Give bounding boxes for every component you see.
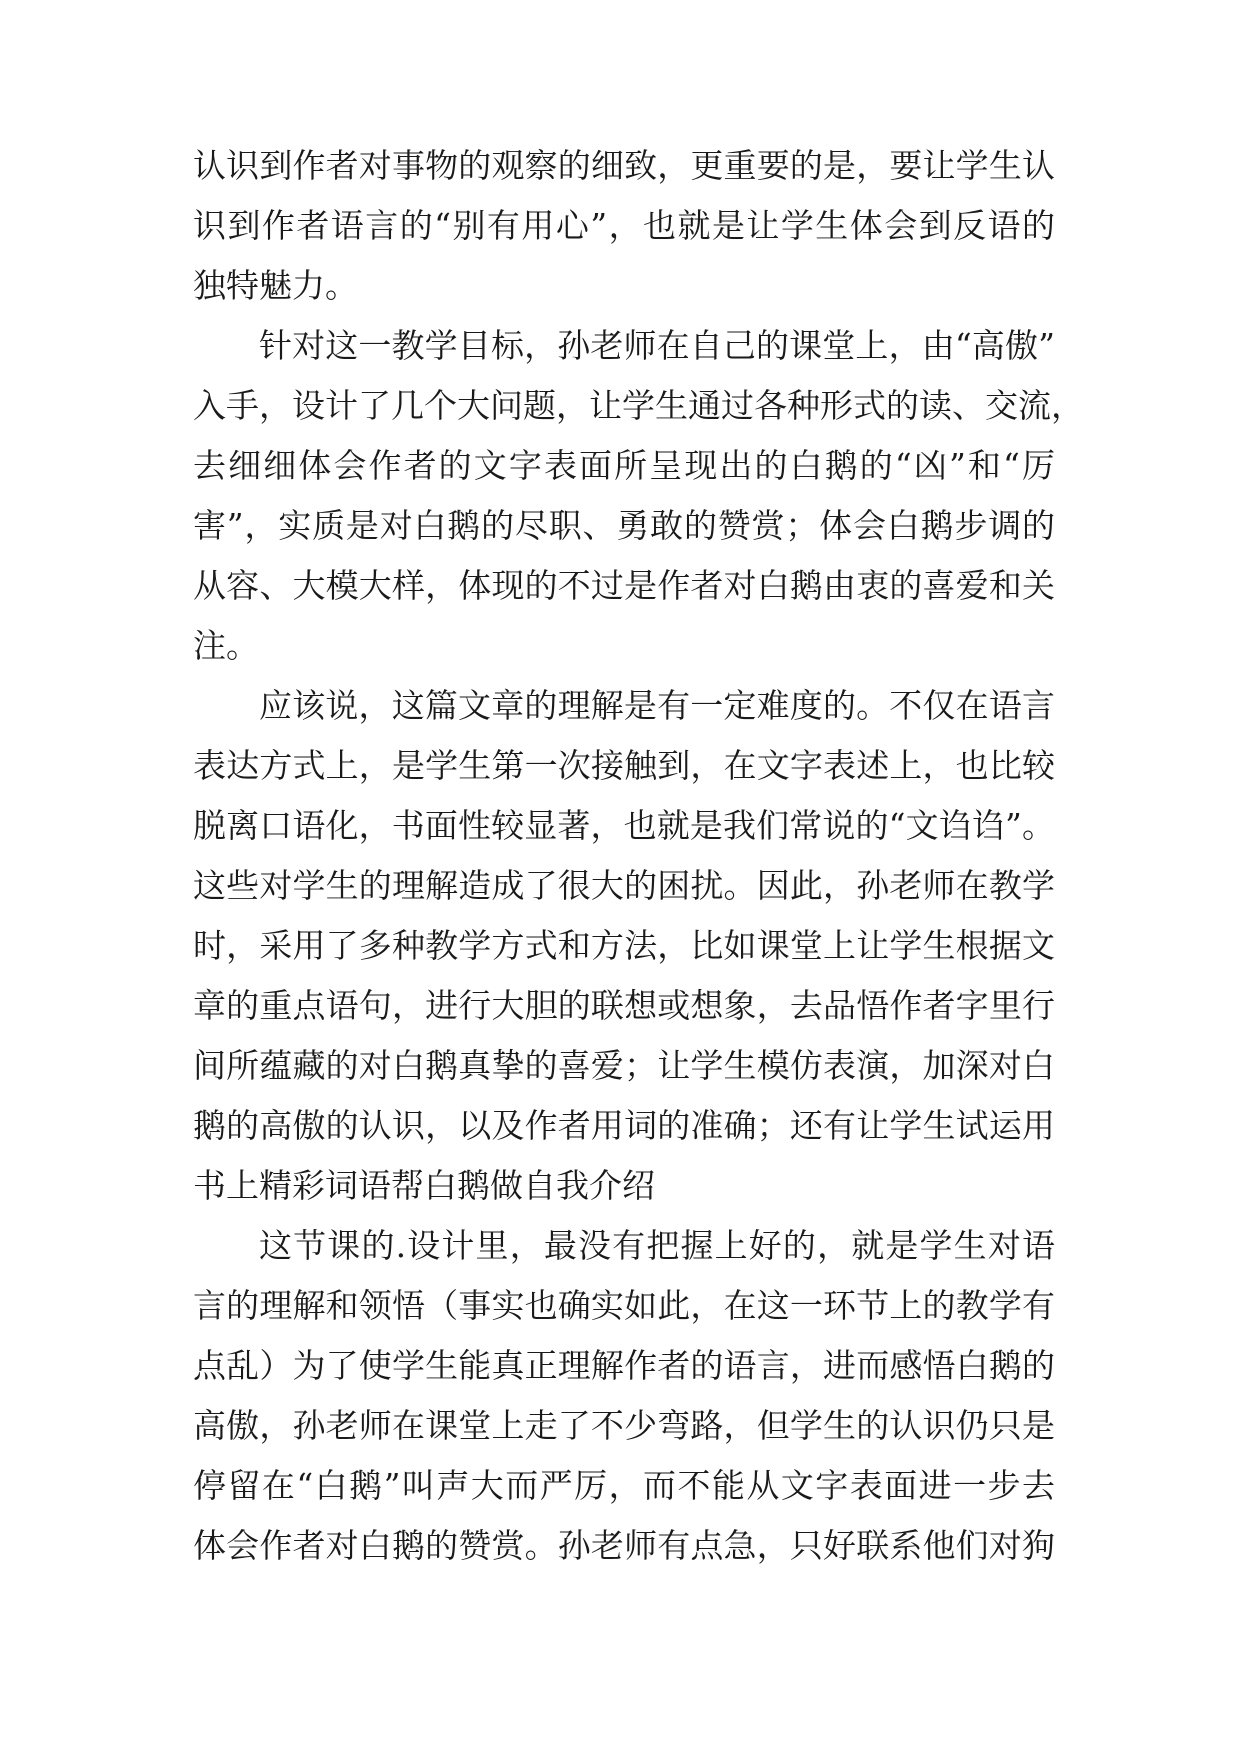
text-line: 点乱）为了使学生能真正理解作者的语言，进而感悟白鹅的 [193,1346,1055,1385]
text-line: 时，采用了多种教学方式和方法，比如课堂上让学生根据文 [193,926,1055,965]
text-line: 间所蕴藏的对白鹅真挚的喜爱；让学生模仿表演，加深对白 [193,1046,1055,1085]
text-line: 害”，实质是对白鹅的尽职、勇敢的赞赏；体会白鹅步调的 [193,506,1055,545]
text-line: 言的理解和领悟（事实也确实如此，在这一环节上的教学有 [193,1286,1055,1325]
text-line: 章的重点语句，进行大胆的联想或想象，去品悟作者字里行 [193,986,1055,1025]
text-line: 体会作者对白鹅的赞赏。孙老师有点急，只好联系他们对狗 [193,1526,1055,1565]
paragraph-first-line: 这节课的.设计里，最没有把握上好的，就是学生对语 [259,1226,1055,1265]
text-line: 注。 [193,626,259,665]
text-line: 脱离口语化，书面性较显著，也就是我们常说的“文诌诌”。 [193,806,1055,845]
text-line: 书上精彩词语帮白鹅做自我介绍 [193,1166,655,1205]
text-line: 鹅的高傲的认识，以及作者用词的准确；还有让学生试运用 [193,1106,1055,1145]
text-line: 停留在“白鹅”叫声大而严厉，而不能从文字表面进一步去 [193,1466,1055,1505]
text-line: 独特魅力。 [193,266,358,305]
text-line: 识到作者语言的“别有用心”，也就是让学生体会到反语的 [193,206,1055,245]
text-line: 从容、大模大样，体现的不过是作者对白鹅由衷的喜爱和关 [193,566,1055,605]
text-line: 这些对学生的理解造成了很大的困扰。因此，孙老师在教学 [193,866,1055,905]
text-line: 表达方式上，是学生第一次接触到，在文字表述上，也比较 [193,746,1055,785]
text-line: 认识到作者对事物的观察的细致，更重要的是，要让学生认 [193,146,1055,185]
paragraph-first-line: 应该说，这篇文章的理解是有一定难度的。不仅在语言 [259,686,1055,725]
text-line: 去细细体会作者的文字表面所呈现出的白鹅的“凶”和“厉 [193,446,1055,485]
text-line: 入手，设计了几个大问题，让学生通过各种形式的读、交流， [193,386,1084,425]
text-line: 高傲，孙老师在课堂上走了不少弯路，但学生的认识仍只是 [193,1406,1055,1445]
paragraph-first-line: 针对这一教学目标，孙老师在自己的课堂上，由“高傲” [259,326,1055,365]
